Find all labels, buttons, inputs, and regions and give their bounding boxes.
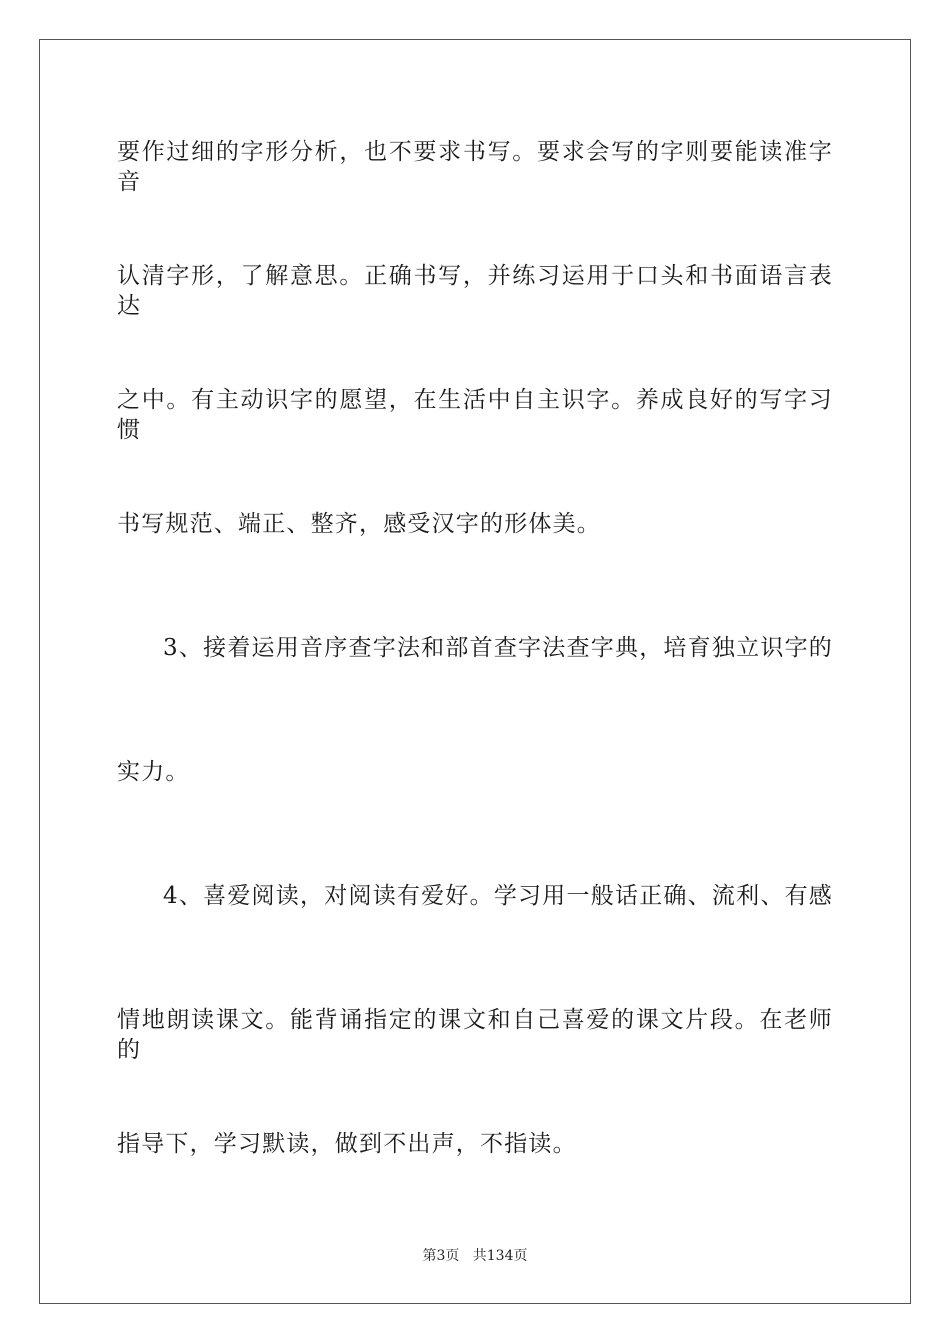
paragraph-line: 指导下，学习默读，做到不出声，不指读。 [117, 1131, 577, 1157]
paragraph-line: 实力。 [117, 759, 190, 785]
paragraph-line: 之中。有主动识字的愿望，在生活中自主识字。养成良好的写字习惯 [117, 387, 833, 443]
paragraph-line: 3、接着运用音序查字法和部首查字法查字典，培育独立识字的 [163, 635, 833, 661]
paragraph-line: 4、喜爱阅读，对阅读有爱好。学习用一般话正确、流利、有感 [163, 883, 833, 909]
page-number: 第3页 [422, 1248, 460, 1264]
paragraph-line: 要作过细的字形分析，也不要求书写。要求会写的字则要能读准字音 [117, 139, 833, 195]
paragraph-line: 认清字形，了解意思。正确书写，并练习运用于口头和书面语言表达 [117, 263, 833, 319]
paragraph-line: 书写规范、端正、整齐，感受汉字的形体美。 [117, 511, 601, 537]
page-footer [0, 1247, 950, 1265]
total-pages: 共134页 [472, 1248, 528, 1264]
page-border [39, 39, 911, 1304]
paragraph-line: 情地朗读课文。能背诵指定的课文和自己喜爱的课文片段。在老师的 [117, 1007, 833, 1063]
